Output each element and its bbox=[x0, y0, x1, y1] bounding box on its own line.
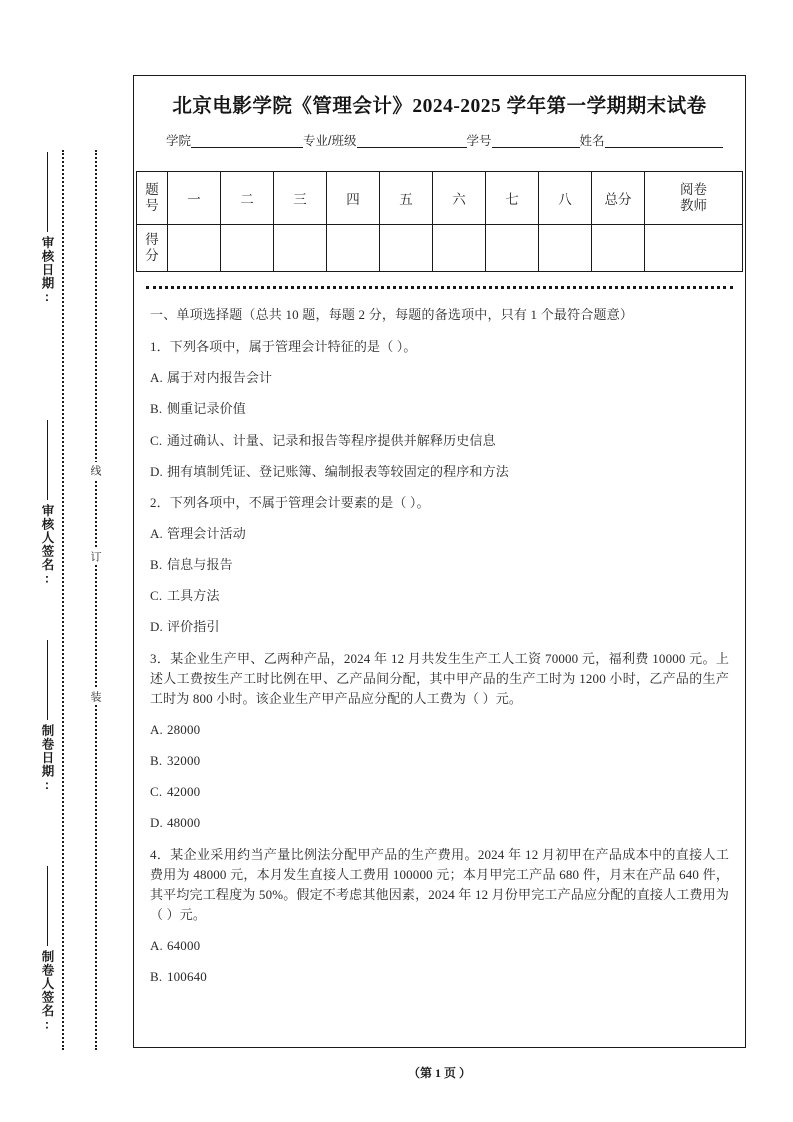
option-letter: C. bbox=[150, 588, 163, 604]
page-footer: （第 1 页 ） bbox=[407, 1066, 471, 1080]
option-4-b[interactable] bbox=[150, 967, 729, 987]
stub-char: 题 bbox=[145, 182, 159, 198]
field-rule bbox=[47, 152, 48, 232]
margin-field-reviewer-signature bbox=[28, 416, 56, 587]
option-3-c[interactable] bbox=[150, 782, 729, 802]
page-title: 北京电影学院《管理会计》2024‐2025 学年第一学期期末试卷 bbox=[172, 96, 707, 117]
option-2-b[interactable] bbox=[150, 555, 729, 575]
binding-mark-seal: 装 bbox=[86, 688, 104, 705]
score-table-col-6: 六 bbox=[433, 172, 486, 225]
option-text: 拥有填制凭证、登记账簿、编制报表等较固定的程序和方法 bbox=[167, 463, 509, 479]
exam-content bbox=[134, 289, 745, 987]
option-1-a[interactable] bbox=[150, 368, 729, 388]
question-stem-4: 4．某企业采用约当产量比例法分配甲产品的生产费用。2024 年 12 月初甲在产品成本中的直接人工费用为 48000 元，本月发生直接人工费用 100000 元；本月甲完工产品 680 件，月末在产品 640 件，其平均完工程度为 50%。假定不考虑其他因素，2024 年 12 月份甲完工产品应分配的直接人工费用为（ ）元。 bbox=[150, 846, 729, 922]
binding-mark-bind: 订 bbox=[86, 548, 104, 565]
table-row-scores bbox=[137, 225, 743, 272]
margin-field-paper-date bbox=[28, 636, 56, 793]
student-info-line bbox=[166, 131, 723, 149]
option-text: 评价指引 bbox=[167, 619, 220, 635]
option-4-a[interactable] bbox=[150, 936, 729, 956]
option-letter: C. bbox=[150, 784, 163, 800]
major-class-input[interactable] bbox=[357, 134, 467, 148]
score-cell-7[interactable] bbox=[486, 225, 539, 272]
option-text: 64000 bbox=[167, 938, 201, 954]
option-text: 工具方法 bbox=[167, 588, 220, 604]
exam-paper-box bbox=[133, 75, 746, 1048]
option-letter: C. bbox=[150, 432, 163, 448]
option-text: 32000 bbox=[167, 753, 201, 769]
option-text: 28000 bbox=[167, 721, 201, 737]
score-cell-5[interactable] bbox=[380, 225, 433, 272]
option-text: 信息与报告 bbox=[167, 557, 233, 573]
student-id-label: 学号 bbox=[466, 134, 492, 148]
option-letter: D. bbox=[150, 815, 163, 831]
score-cell-1[interactable] bbox=[168, 225, 221, 272]
score-cell-8[interactable] bbox=[539, 225, 592, 272]
score-table-col-7: 七 bbox=[486, 172, 539, 225]
major-class-label: 专业/班级 bbox=[303, 134, 357, 148]
section-heading-1: 一、单项选择题（总共 10 题，每题 2 分，每题的备选项中，只有 1 个最符合题意） bbox=[150, 307, 634, 322]
option-letter: D. bbox=[150, 619, 163, 635]
option-letter: B. bbox=[150, 969, 163, 985]
name-input[interactable] bbox=[605, 134, 723, 148]
option-letter: A. bbox=[150, 370, 163, 386]
option-2-a[interactable] bbox=[150, 524, 729, 544]
margin-field-author-signature bbox=[28, 862, 56, 1033]
binding-dotted-line-outer bbox=[62, 150, 64, 1050]
table-row-headers bbox=[137, 172, 743, 225]
score-table-col-4: 四 bbox=[327, 172, 380, 225]
score-cell-6[interactable] bbox=[433, 225, 486, 272]
option-letter: B. bbox=[150, 753, 163, 769]
question-stem-1: 1．下列各项中，属于管理会计特征的是（ ）。 bbox=[150, 339, 417, 355]
stub-char: 分 bbox=[145, 248, 159, 263]
score-table-stub-score bbox=[137, 225, 168, 272]
margin-field-label: 制卷日期: bbox=[40, 724, 54, 793]
option-text: 100640 bbox=[167, 969, 207, 985]
option-3-d[interactable] bbox=[150, 813, 729, 833]
score-table-col-5: 五 bbox=[380, 172, 433, 225]
score-table-col-total: 总分 bbox=[592, 172, 645, 225]
margin-field-label: 审核日期: bbox=[40, 236, 54, 305]
score-cell-grader[interactable] bbox=[645, 225, 743, 272]
grader-label-line: 阅卷 bbox=[680, 182, 707, 198]
grader-label-line: 教师 bbox=[680, 198, 707, 213]
option-1-c[interactable] bbox=[150, 431, 729, 451]
name-label: 姓名 bbox=[579, 134, 605, 148]
score-table-col-2: 二 bbox=[221, 172, 274, 225]
score-cell-3[interactable] bbox=[274, 225, 327, 272]
student-id-input[interactable] bbox=[492, 134, 580, 148]
stub-char: 号 bbox=[145, 198, 159, 213]
option-text: 通过确认、计量、记录和报告等程序提供并解释历史信息 bbox=[167, 432, 496, 448]
option-text: 42000 bbox=[167, 784, 201, 800]
option-letter: D. bbox=[150, 463, 163, 479]
margin-field-review-date bbox=[28, 148, 56, 305]
score-table-col-3: 三 bbox=[274, 172, 327, 225]
college-label: 学院 bbox=[166, 134, 192, 148]
binding-dotted-line-inner bbox=[95, 150, 97, 1050]
field-rule bbox=[47, 866, 48, 946]
college-input[interactable] bbox=[191, 134, 303, 148]
option-3-b[interactable] bbox=[150, 751, 729, 771]
field-rule bbox=[47, 420, 48, 500]
question-stem-3: 3．某企业生产甲、乙两种产品，2024 年 12 月共发生生产工人工资 70000 元，福利费 10000 元。上述人工费按生产工时比例在甲、乙产品间分配，其中甲产品的生产工时为 1200 小时，乙产品的生产工时为 800 小时。该企业生产甲产品应分配的人工费为（ ）元。 bbox=[150, 650, 729, 706]
score-cell-2[interactable] bbox=[221, 225, 274, 272]
score-table-col-1: 一 bbox=[168, 172, 221, 225]
score-cell-4[interactable] bbox=[327, 225, 380, 272]
option-text: 属于对内报告会计 bbox=[167, 370, 273, 386]
option-2-c[interactable] bbox=[150, 586, 729, 606]
field-rule bbox=[47, 640, 48, 720]
option-letter: A. bbox=[150, 525, 163, 541]
stub-char: 得 bbox=[145, 232, 159, 248]
option-text: 侧重记录价值 bbox=[167, 401, 246, 417]
score-table-stub-question-no bbox=[137, 172, 168, 225]
margin-field-label: 制卷人签名: bbox=[40, 950, 54, 1033]
option-2-d[interactable] bbox=[150, 617, 729, 637]
score-table-col-grader bbox=[645, 172, 743, 225]
option-letter: B. bbox=[150, 401, 163, 417]
score-table bbox=[136, 171, 743, 272]
score-cell-total[interactable] bbox=[592, 225, 645, 272]
option-1-b[interactable] bbox=[150, 399, 729, 419]
option-letter: A. bbox=[150, 721, 163, 737]
option-text: 管理会计活动 bbox=[167, 525, 246, 541]
option-3-a[interactable] bbox=[150, 720, 729, 740]
score-table-col-8: 八 bbox=[539, 172, 592, 225]
option-letter: B. bbox=[150, 557, 163, 573]
question-stem-2: 2．下列各项中，不属于管理会计要素的是（ ）。 bbox=[150, 494, 430, 510]
binding-mark-line: 线 bbox=[86, 462, 104, 479]
option-1-d[interactable] bbox=[150, 462, 729, 482]
option-letter: A. bbox=[150, 938, 163, 954]
margin-field-label: 审核人签名: bbox=[40, 504, 54, 587]
option-text: 48000 bbox=[167, 815, 201, 831]
binding-margin bbox=[0, 0, 133, 1122]
